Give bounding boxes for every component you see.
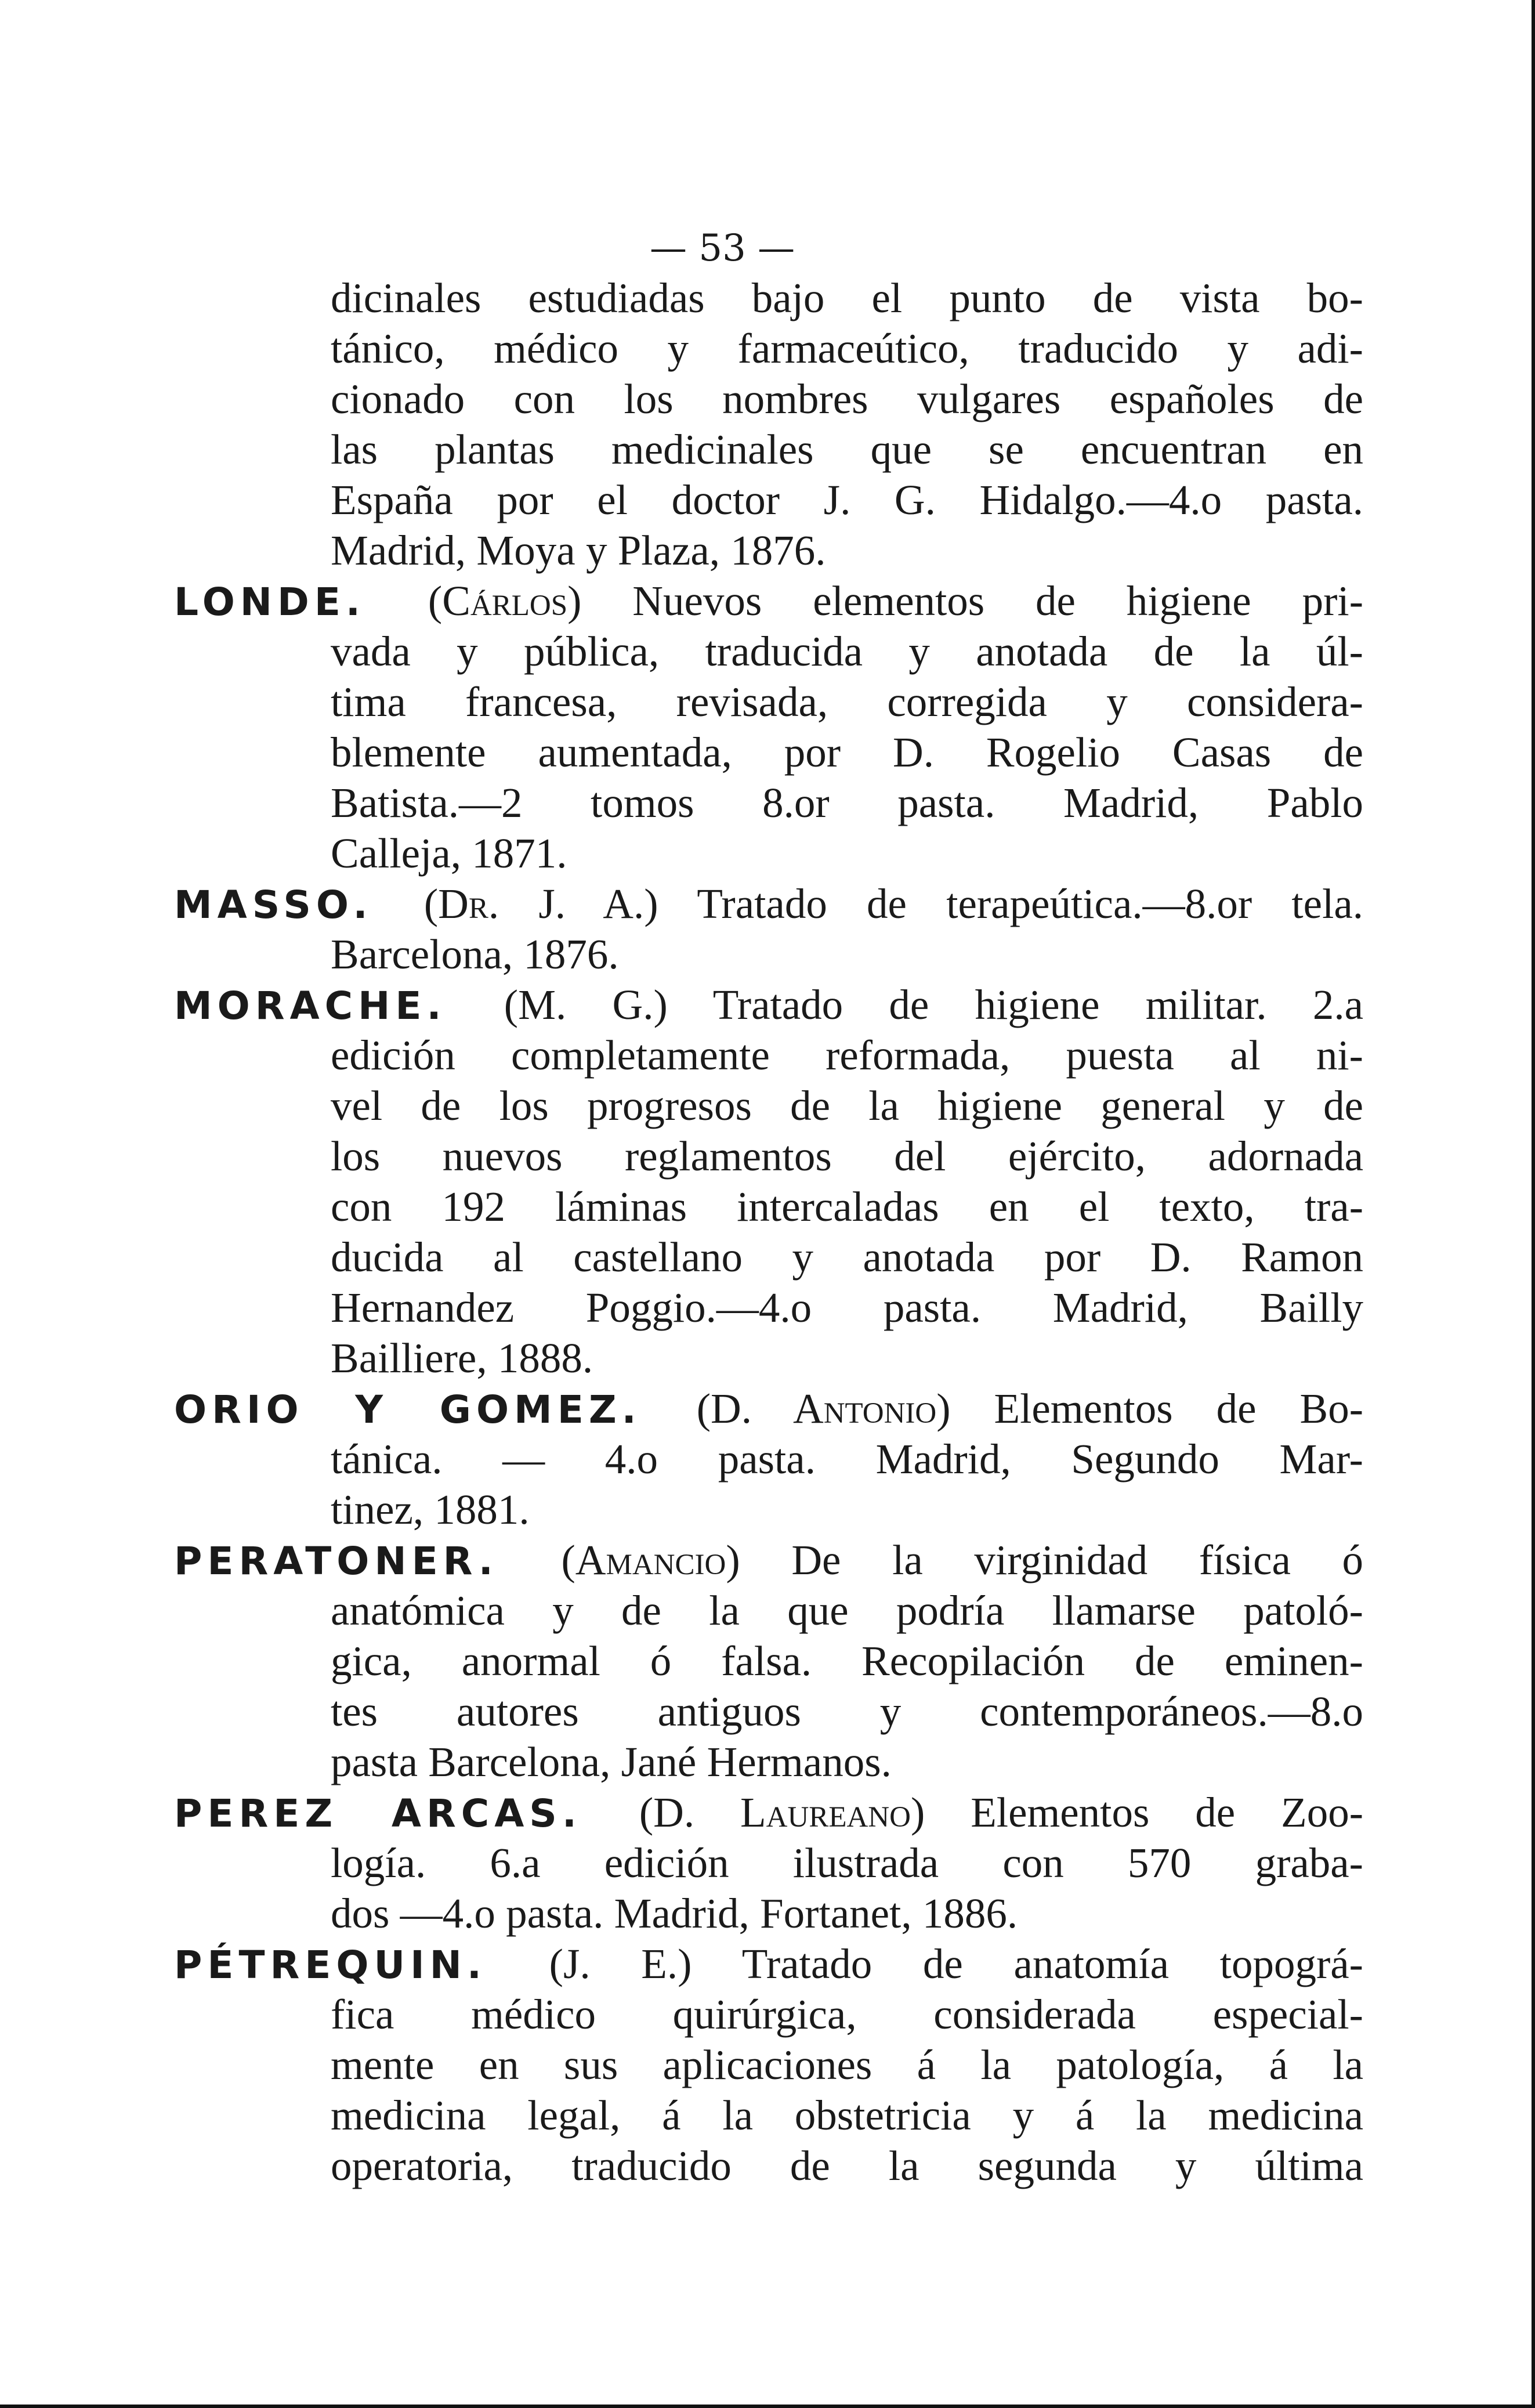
text-line: dicinales estudiadas bajo el punto de vista bo- [331,274,1363,321]
author-forename: (D. Antonio) [696,1385,951,1432]
text-line: ducida al castellano y anotada por D. Ramon [331,1234,1363,1281]
text-line: tánico, médico y farmaceútico, traducido y adi- [331,325,1363,372]
text-line: Calleja, 1871. [331,830,567,877]
entry-first-line [174,1535,1363,1585]
text-line: Barcelona, 1876. [331,931,619,978]
entry-text: De la virginidad física ó [791,1536,1363,1583]
entry-first-line [174,1787,1363,1838]
continuation-paragraph [174,273,1363,576]
text-line: tima francesa, revisada, corregida y considera- [331,678,1363,725]
text-line: gica, anormal ó falsa. Recopilación de eminen- [331,1637,1363,1684]
entry-headword: PEREZ ARCAS. [174,1791,582,1836]
text-line: Madrid, Moya y Plaza, 1876. [331,527,826,574]
entry-first-line [174,1939,1363,1989]
text-line: vada y pública, traducida y anotada de la úl- [331,628,1363,675]
entry-headword: ORIO Y GOMEZ. [174,1387,642,1432]
text-line: Batista.—2 tomos 8.or pasta. Madrid, Pablo [331,779,1363,826]
text-line: las plantas medicinales que se encuentran en [331,426,1363,473]
entry-first-line [174,878,1363,929]
text-line: blemente aumentada, por D. Rogelio Casas de [331,729,1363,776]
bibliography-entry [174,1787,1363,1939]
entry-headword: PERATONER. [174,1539,498,1583]
author-forename: (Cárlos) [428,577,582,624]
author-forename: (J. E.) [549,1940,692,1987]
text-line: los nuevos reglamentos del ejército, adornada [331,1133,1363,1180]
text-line: tes autores antiguos y contemporáneos.—8.o [331,1688,1363,1735]
author-forename: (Dr. [423,880,499,927]
bibliography-entry [174,878,1363,979]
text-line: mente en sus aplicaciones á la patología, á la [331,2041,1363,2088]
text-line: fica médico quirúrgica, considerada especial- [331,1991,1363,2038]
page-number: — 53 — [650,227,795,270]
bibliography-text [174,273,1363,2191]
entry-text: J. A.) Tratado de terapeútica.—8.or tela. [538,880,1363,927]
bibliography-entry [174,1535,1363,1787]
text-line: tánica. — 4.o pasta. Madrid, Segundo Mar- [331,1436,1363,1483]
entry-headword: PÉTREQUIN. [174,1943,487,1987]
entry-text: Elementos de Zoo- [971,1789,1363,1836]
entry-headword: MASSO. [174,883,373,927]
entry-headword: MORACHE. [174,984,447,1028]
bibliography-entry [174,1939,1363,2191]
text-line: Hernandez Poggio.—4.o pasta. Madrid, Bailly [331,1284,1363,1331]
text-line: pasta Barcelona, Jané Hermanos. [331,1738,892,1785]
entry-first-line [174,576,1363,626]
text-line: edición completamente reformada, puesta al ni- [331,1032,1363,1079]
text-line: con 192 láminas intercaladas en el texto, tra- [331,1183,1363,1230]
entry-first-line [174,979,1363,1030]
entry-text: Tratado de higiene militar. 2.a [712,981,1363,1028]
bibliography-entry [174,1383,1363,1535]
entry-text: Nuevos elementos de higiene pri- [632,577,1363,624]
bibliography-entry [174,979,1363,1383]
text-line: logía. 6.a edición ilustrada con 570 graba- [331,1839,1363,1886]
text-line: anatómica y de la que podría llamarse patoló- [331,1587,1363,1634]
text-line: operatoria, traducido de la segunda y última [331,2142,1363,2189]
text-line: vel de los progresos de la higiene general y de [331,1082,1363,1129]
text-line: Bailliere, 1888. [331,1335,593,1382]
text-line: dos —4.o pasta. Madrid, Fortanet, 1886. [331,1890,1018,1937]
text-line: tinez, 1881. [331,1486,530,1533]
bibliography-entry [174,576,1363,878]
entry-first-line [174,1383,1363,1434]
entry-text: Tratado de anatomía topográ- [741,1940,1363,1987]
text-line: medicina legal, á la obstetricia y á la medicina [331,2092,1363,2139]
text-line: España por el doctor J. G. Hidalgo.—4.o pasta. [331,476,1363,523]
author-forename: (M. G.) [504,981,668,1028]
text-line: cionado con los nombres vulgares españoles de [331,375,1363,422]
author-forename: (D. Laureano) [639,1789,925,1836]
author-forename: (Amancio) [561,1536,740,1583]
entry-headword: LONDE. [174,580,365,624]
entry-text: Elementos de Bo- [994,1385,1363,1432]
